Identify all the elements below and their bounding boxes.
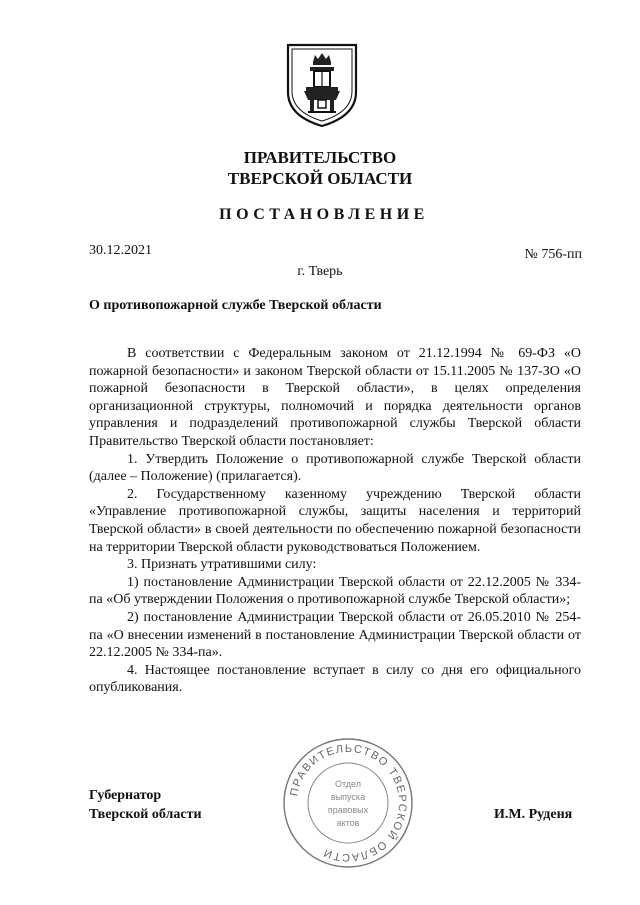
svg-text:ПРАВИТЕЛЬСТВО ТВЕРСКОЙ ОБЛАСТИ bbox=[288, 743, 408, 863]
paragraph-item-3-1: 1) постановление Администрации Тверской области от 22.12.2005 № 334-па «Об утверждении Положения о противопожарной службе Тверской области»; bbox=[89, 574, 581, 608]
document-subject: О противопожарной службе Тверской области bbox=[89, 298, 382, 313]
document-number: № 756-пп bbox=[524, 247, 582, 262]
stamp-text-line3: правовых bbox=[327, 805, 369, 815]
stamp-text-line2: выпуска bbox=[330, 792, 366, 802]
org-name-line2: ТВЕРСКОЙ ОБЛАСТИ bbox=[227, 169, 413, 188]
paragraph-preamble: В соответствии с Федеральным законом от 21.12.1994 № 69-ФЗ «О пожарной безопасности» и законом Тверской области от 15.11.2005 № 137-ЗО «О пожарной безопасности в Тверской области», в целях определения организационной структуры, полномочий и порядка деятельности органов управления и подразделений противопожарной службы Тверской области Правительство Тверской области постановляет: bbox=[89, 346, 581, 449]
stamp-ring-text: ПРАВИТЕЛЬСТВО ТВЕРСКОЙ ОБЛАСТИ bbox=[288, 742, 409, 864]
signatory-title-line2: Тверской области bbox=[89, 807, 202, 822]
document-date: 30.12.2021 bbox=[89, 243, 152, 258]
official-stamp bbox=[280, 735, 416, 871]
paragraph-item-4: 4. Настоящее постановление вступает в силу со дня его официального опубликования. bbox=[89, 662, 581, 696]
signatory-name: И.М. Руденя bbox=[494, 807, 573, 822]
org-name-line1: ПРАВИТЕЛЬСТВО bbox=[243, 148, 397, 167]
coat-of-arms-icon bbox=[284, 42, 360, 128]
stamp-text-line1: Отдел bbox=[334, 779, 362, 789]
signatory-title-line1: Губернатор bbox=[89, 788, 162, 803]
document-city: г. Тверь bbox=[297, 264, 343, 279]
stamp-text-line4: актов bbox=[336, 818, 360, 828]
paragraph-item-2: 2. Государственному казенному учреждению Тверской области «Управление противопожарной службы, защиты населения и территорий Тверской области» в своей деятельности по обеспечению пожарной безопасности на территории Тверской области руководствоваться Положением. bbox=[89, 486, 581, 555]
paragraph-item-3: 3. Признать утратившими силу: bbox=[127, 557, 317, 573]
document-type: ПОСТАНОВЛЕНИЕ bbox=[219, 206, 429, 223]
paragraph-item-1: 1. Утвердить Положение о противопожарной службе Тверской области (далее – Положение) (прилагается). bbox=[89, 451, 581, 485]
document-body bbox=[89, 345, 581, 697]
signatory-title bbox=[89, 786, 202, 824]
paragraph-item-3-2: 2) постановление Администрации Тверской области от 26.05.2010 № 254-па «О внесении изменений в постановление Администрации Тверской области от 22.12.2005 № 334-па». bbox=[89, 609, 581, 661]
